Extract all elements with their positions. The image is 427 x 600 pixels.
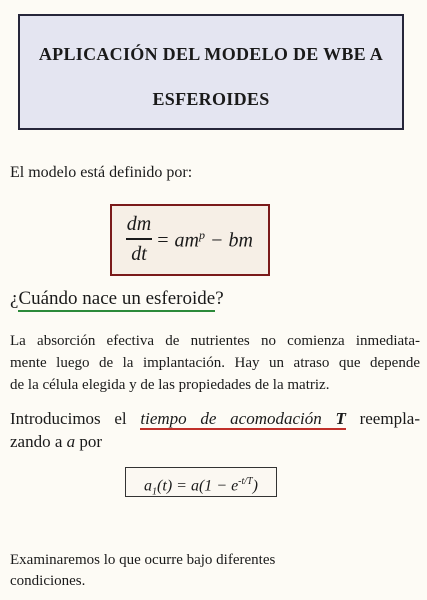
paragraph-line-1: La absorción efectiva de nutrientes no comienza inmediata- (10, 333, 420, 349)
intro2-line2-end: por (75, 432, 103, 451)
intro2-start: Introducimos el (10, 409, 141, 428)
term-symbol: T (335, 409, 346, 428)
equation-rhs (156, 228, 253, 253)
intro2-line-2 (10, 430, 420, 453)
question-open: ¿ (10, 288, 19, 309)
a1-formula-box (125, 467, 277, 497)
acomodacion-term (140, 409, 345, 430)
question-close: ? (215, 288, 224, 309)
term-text: tiempo de acomodación (140, 409, 336, 428)
formula-a: a (144, 477, 153, 495)
title-line-1: APLICACIÓN DEL MODELO DE WBE A (38, 44, 384, 64)
outro-line-2: condiciones. (10, 573, 86, 589)
rhs-equals: = am (156, 229, 199, 252)
fraction-numerator: dm (126, 213, 152, 235)
formula-sub: 1 (152, 486, 158, 498)
rhs-rest: − bm (204, 229, 253, 252)
fraction-bar (126, 238, 152, 240)
formula-mid: (t) = a(1 − e (157, 477, 239, 495)
question-highlighted: Cuándo nace un esferoide (18, 288, 216, 309)
outro-line-1: Examinaremos lo que ocurre bajo diferentes (10, 552, 276, 568)
explanation-paragraph (10, 330, 420, 396)
fraction-denominator: dt (131, 242, 147, 265)
intro-text: El modelo está definido por: (10, 164, 193, 181)
variable-a: a (66, 432, 76, 451)
formula-end: ) (252, 477, 258, 495)
intro2-line-1 (10, 407, 420, 430)
paragraph-line-2: mente luego de la implantación. Hay un atraso que depende (10, 355, 420, 371)
title-line-2: ESFEROIDES (152, 89, 270, 109)
model-equation-box (110, 204, 270, 276)
formula-sup: -t/T (238, 476, 253, 487)
title-box (18, 14, 404, 130)
question-heading (10, 288, 224, 310)
derivative-fraction (126, 212, 152, 266)
paragraph-line-3: de la célula elegida y de las propiedades de la matriz. (10, 377, 330, 393)
intro2-end: reempla- (345, 409, 421, 428)
rhs-exponent: p (198, 228, 205, 242)
acomodacion-intro (10, 407, 420, 453)
intro2-line2-start: zando a (10, 432, 67, 451)
closing-text (10, 550, 370, 592)
